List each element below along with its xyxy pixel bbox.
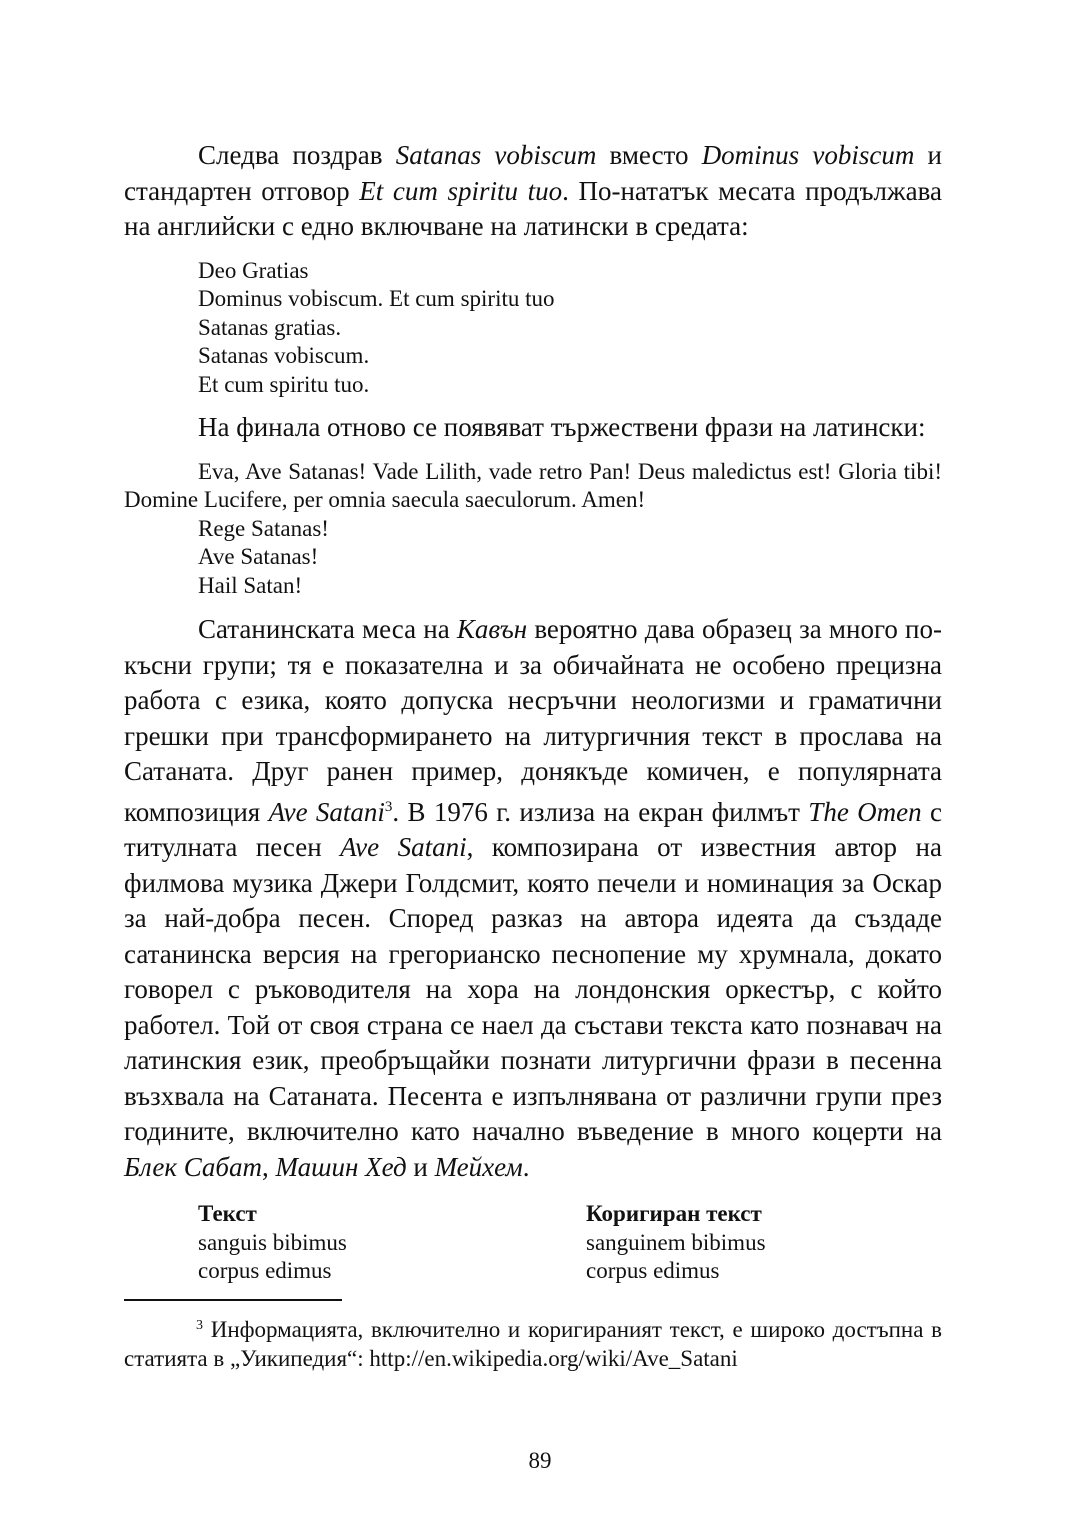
text-comparison-table <box>124 1200 942 1286</box>
verse-line: Satanas gratias. <box>198 314 342 340</box>
page-body <box>124 138 942 1286</box>
text-run: , <box>262 1151 276 1182</box>
text-run: вероятно дава образец за много по-късни групи; тя е показателна и за обичайната не особено прецизна работа с езика, която допуска несръчни неологизми и граматични грешки при трансформирането на литургичния текст в прослава на Сатаната. Друг ранен пример, донякъде комичен, е популярната композиция <box>124 614 942 827</box>
footnote-marker: 3 <box>196 1318 203 1333</box>
paragraph-main <box>124 612 942 1185</box>
text-run: с титулната песен <box>124 796 943 862</box>
text-run: , композирана от известния автор на филмова музика Джери Голдсмит, която печели и номинация за Оскар за най-добра песен. Според разказ на автора идеята да създаде сатанинска версия на грегорианско песнопение му хрумнала, докато говорел с ръководителя на хора на лондонския оркестър, с който работел. Той от своя страна се наел да състави текста като познавач на латинския език, преобръщайки познати литургични фрази в песенна възхвала на Сатаната. Песента е изпълнявана от различни групи през годините, включително като начално въведение в много коцерти на <box>124 832 942 1146</box>
italic-phrase: Ave Satani <box>340 832 467 862</box>
verse-line: Rege Satanas! <box>198 515 329 541</box>
table-row: corpus edimus <box>198 1258 332 1283</box>
italic-phrase: Блек Сабат <box>124 1151 263 1182</box>
verse-line: Et cum spiritu tuo. <box>198 371 370 397</box>
verse-line: Deo Gratias <box>198 257 309 283</box>
italic-phrase: Машин Хед <box>275 1151 407 1182</box>
verse-line: Dominus vobiscum. Et cum spiritu tuo <box>198 286 555 311</box>
text-run: . По-нататък месата продължава на английски с едно включване на латински в средата: <box>124 175 942 241</box>
footnote-text: Информацията, включително и коригираният текст, е широко достъпна в статията в „Уикипедия“: http://en.wikipedia.org/wiki/Ave_Satani <box>124 1317 942 1371</box>
latin-verse-block <box>124 257 942 400</box>
verse-line: Ave Satanas! <box>198 544 319 569</box>
corrected-text-column <box>586 1200 766 1286</box>
paragraph-finale: На финала отново се появяват тържествени фрази на латински: <box>198 412 926 442</box>
italic-phrase: The Omen <box>808 796 922 827</box>
text-run: . <box>522 1151 530 1182</box>
column-header: Текст <box>198 1201 257 1226</box>
paragraph-greeting <box>124 138 942 245</box>
text-run: и <box>406 1151 435 1182</box>
italic-phrase: Мейхем <box>434 1151 523 1182</box>
verse-prose: Eva, Ave Satanas! Vade Lilith, vade retro Pan! Deus maledictus est! Gloria tibi! Domine Lucifere, per omnia saecula saeculorum. Amen! <box>124 458 942 512</box>
table-row: sanguis bibimus <box>198 1229 347 1255</box>
footnote-reference[interactable]: 3 <box>384 798 393 815</box>
italic-phrase: Satanas vobiscum <box>395 140 597 170</box>
text-run: вместо <box>596 140 702 170</box>
table-row: corpus edimus <box>586 1258 720 1283</box>
verse-line: Satanas vobiscum. <box>198 343 370 368</box>
column-header: Коригиран текст <box>586 1201 762 1226</box>
text-run: Следва поздрав <box>198 140 396 170</box>
latin-finale-block <box>124 458 942 601</box>
footnote <box>124 1311 942 1373</box>
original-text-column <box>198 1200 347 1286</box>
text-run: . В 1976 г. излиза на екран филмът <box>392 796 809 827</box>
table-row: sanguinem bibimus <box>586 1229 766 1255</box>
page-number: 89 <box>528 1448 552 1473</box>
italic-phrase: Кавън <box>456 614 528 644</box>
italic-phrase: Dominus vobiscum <box>701 140 915 170</box>
verse-line: Hail Satan! <box>198 572 303 598</box>
italic-phrase: Ave Satani <box>268 796 385 827</box>
footnote-divider <box>124 1299 342 1301</box>
italic-phrase: Et cum spiritu tuo <box>359 175 563 206</box>
text-run: и стандартен отговор <box>124 140 942 206</box>
text-run: Сатанинската меса на <box>198 614 457 644</box>
